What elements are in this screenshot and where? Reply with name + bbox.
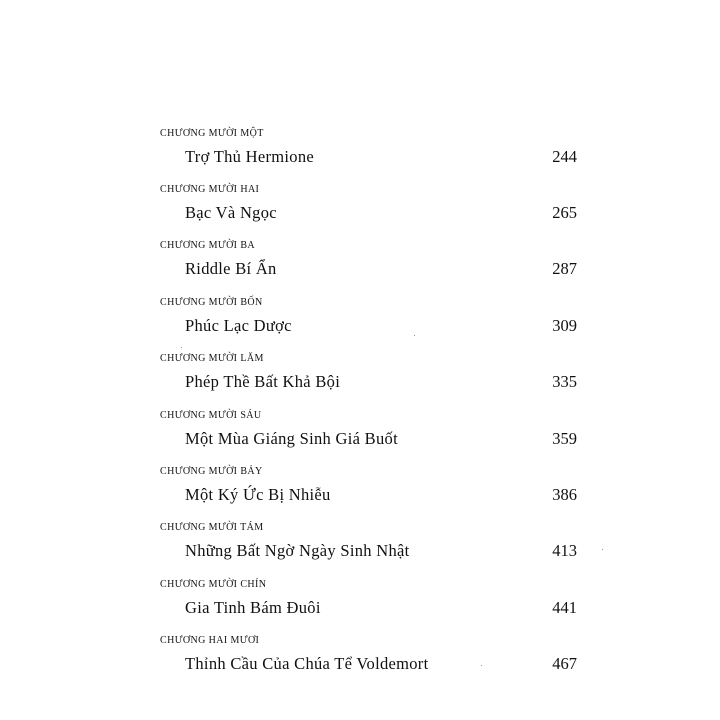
- paper-speck: [414, 335, 415, 336]
- chapter-title: Trợ Thủ Hermione: [185, 147, 315, 166]
- chapter-label: CHƯƠNG HAI MƯƠI: [160, 635, 260, 646]
- paper-speck: [181, 347, 182, 348]
- chapter-title: Một Mùa Giáng Sinh Giá Buốt: [185, 429, 398, 448]
- chapter-page-number: 287: [552, 259, 577, 278]
- toc-entry: [0, 353, 720, 409]
- chapter-label: CHƯƠNG MƯỜI BẢY: [160, 466, 263, 477]
- paper-speck: [602, 549, 603, 550]
- chapter-title: Thỉnh Cầu Của Chúa Tể Voldemort: [185, 654, 429, 673]
- chapter-label: CHƯƠNG MƯỜI BỐN: [160, 297, 263, 308]
- chapter-title: Một Ký Ức Bị Nhiễu: [185, 485, 331, 504]
- chapter-title: Những Bất Ngờ Ngày Sinh Nhật: [185, 541, 410, 560]
- toc-entry: [0, 522, 720, 578]
- chapter-label: CHƯƠNG MƯỜI BA: [160, 240, 256, 251]
- chapter-page-number: 335: [552, 372, 577, 391]
- chapter-label: CHƯƠNG MƯỜI MỘT: [160, 128, 264, 139]
- chapter-page-number: 309: [552, 316, 577, 335]
- chapter-page-number: 386: [552, 485, 577, 504]
- chapter-label: CHƯƠNG MƯỜI HAI: [160, 184, 260, 195]
- chapter-page-number: 413: [552, 541, 577, 560]
- toc-entry: [0, 240, 720, 296]
- chapter-title: Bạc Và Ngọc: [185, 203, 277, 222]
- chapter-label: CHƯƠNG MƯỜI SÁU: [160, 410, 262, 421]
- chapter-label: CHƯƠNG MƯỜI LĂM: [160, 353, 264, 364]
- chapter-page-number: 244: [552, 147, 577, 166]
- chapter-title: Phúc Lạc Dược: [185, 316, 292, 335]
- chapter-page-number: 467: [552, 654, 577, 673]
- paper-speck: [481, 665, 482, 666]
- toc-entry: [0, 579, 720, 635]
- chapter-title: Gia Tinh Bám Đuôi: [185, 598, 321, 617]
- toc-entry: [0, 466, 720, 522]
- toc-entry: [0, 184, 720, 240]
- chapter-title: Riddle Bí Ẩn: [185, 259, 277, 278]
- toc-entry: [0, 635, 720, 691]
- chapter-label: CHƯƠNG MƯỜI CHÍN: [160, 579, 267, 590]
- toc-entry: [0, 410, 720, 466]
- toc-entry: [0, 297, 720, 353]
- toc-entry: [0, 128, 720, 184]
- chapter-page-number: 441: [552, 598, 577, 617]
- chapter-page-number: 359: [552, 429, 577, 448]
- chapter-label: CHƯƠNG MƯỜI TÁM: [160, 522, 264, 533]
- chapter-title: Phép Thề Bất Khả Bội: [185, 372, 341, 391]
- chapter-page-number: 265: [552, 203, 577, 222]
